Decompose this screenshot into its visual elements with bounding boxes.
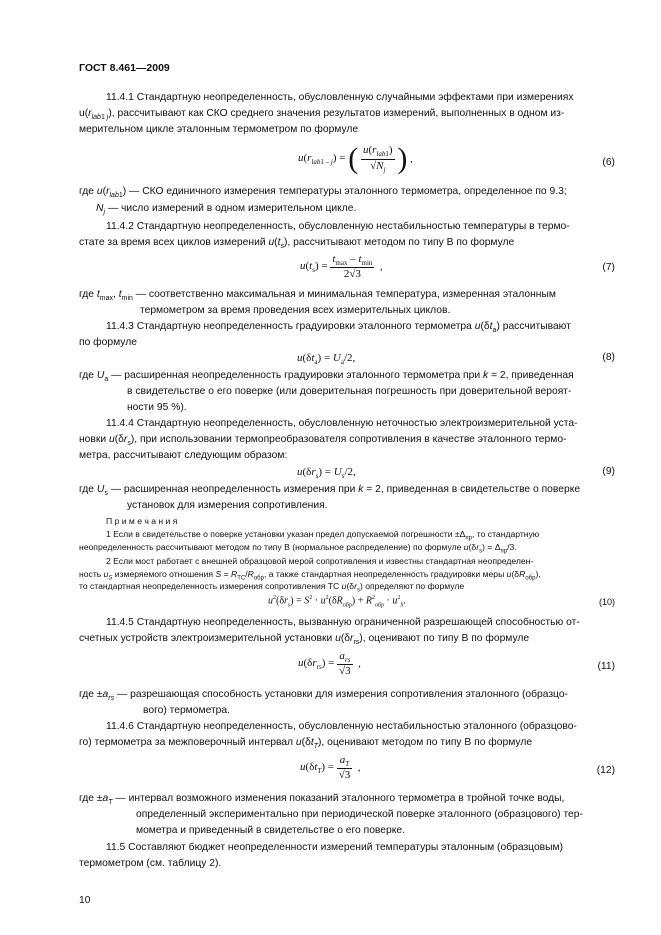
equation-10-number: (10) bbox=[598, 597, 615, 607]
where-6-b: $N_j$ — число измерений в одном измерительном цикле. bbox=[96, 203, 357, 217]
note-1-a: 1 Если в свидетельстве о поверке установки указан предел допускаемой погрешности $\pm\Delta_{пр}$, то стандартную bbox=[106, 529, 540, 542]
where-8-a: где $U_a$ — расширенная неопределенность градуировки эталонного термометра при k = 2, приведенная bbox=[79, 370, 574, 384]
para-11-4-2-line2: стате за время всех циклов измерений $u(t_s)$, рассчитывают методом по типу В по формуле bbox=[79, 237, 515, 251]
para-11-4-6-line1: 11.4.6 Стандартную неопределенность, обусловленную нестабильностью эталонного (образцово- bbox=[106, 721, 577, 732]
equation-12-number: (12) bbox=[596, 765, 615, 776]
equation-9: $u(\delta r_s) = U_s/2$, bbox=[297, 466, 356, 481]
para-11-4-1-line2: $u(r_{lab1 j})$, рассчитывают как СКО среднего значения результатов измерений, выполненных в одном из- bbox=[79, 108, 565, 122]
where-8-c: ности 95 %). bbox=[127, 402, 187, 413]
page-number: 10 bbox=[79, 895, 91, 906]
where-9-b: установок для измерения сопротивления. bbox=[127, 500, 328, 511]
para-11-4-3-line2: по формуле bbox=[79, 337, 137, 348]
note-1-b: неопределенность рассчитывают методом по типу В (нормальное распределение) по формуле $u(\delta r_s) = \Delta_{пр}/3$. bbox=[79, 542, 517, 555]
equation-11: $u(\delta r_{rs})$ = $\frac{a_{rs}}{√3}$ , bbox=[298, 650, 361, 678]
para-11-4-4-line2: новки $u(\delta r_s)$, при использовании термопреобразователя сопротивления в качестве эталонного термо- bbox=[79, 434, 567, 448]
equation-12: $u(\delta t_T)$ = $\frac{a_T}{√3}$ , bbox=[300, 754, 361, 782]
where-7-b: термометром за время проведения всех измерительных циклов. bbox=[140, 305, 451, 316]
where-12-b: определенный экспериментально при периодической поверке эталонного (образцового) тер- bbox=[136, 809, 583, 820]
equation-6: $u(r_{lab1 - j})$ = ( $\frac{u(r_{lab1})}{√N_j}$ ) , bbox=[298, 142, 413, 175]
note-2-c: то стандартная неопределенность измерения сопротивления ТС $u(\delta r_s)$ определяют по формуле bbox=[79, 581, 465, 594]
where-6-a: где $u(r_{lab1})$ — СКО единичного измерения температуры эталонного термометра, определенное по 9.3; bbox=[79, 186, 567, 200]
equation-11-number: (11) bbox=[597, 661, 615, 672]
equation-6-number: (6) bbox=[602, 157, 615, 168]
para-11-4-2-line1: 11.4.2 Стандартную неопределенность, обусловленную нестабильностью температуры в термо- bbox=[106, 221, 570, 232]
para-11-4-4-line3: метра, рассчитывают следующим образом: bbox=[79, 450, 288, 461]
para-11-4-1-line1: 11.4.1 Стандартную неопределенность, обусловленную случайными эффектами при измерениях bbox=[106, 92, 574, 103]
para-11-4-6-line2: го) термометра за межповерочный интервал $u(\delta t_T)$, оценивают методом по типу В по формуле bbox=[79, 737, 533, 751]
equation-9-number: (9) bbox=[602, 466, 615, 477]
equation-8: $u(\delta t_a) = U_a/2$, bbox=[297, 352, 356, 367]
where-9-a: где $U_s$ — расширенная неопределенность измерения при k = 2, приведенная в свидетельстве о поверке bbox=[79, 484, 581, 498]
where-7-a: где $t_{max}$, $t_{min}$ — соответственно максимальная и минимальная температура, измеренная эталонным bbox=[79, 289, 556, 303]
note-2-b: ность $u_S$ измеряемого отношения $S = R_{TC}/R_{обр}$, а также стандартная неопределенность градуировки меры $u(\delta R_{обр})$, bbox=[79, 569, 541, 582]
where-11-b: вого) термометра. bbox=[143, 705, 230, 716]
where-12-c: мометра и приведенный в свидетельстве о его поверке. bbox=[136, 825, 405, 836]
para-11-4-3-line1: 11.4.3 Стандартную неопределенность градуировки эталонного термометра $u(\delta t_a)$ рассчитывают bbox=[106, 321, 571, 335]
where-11-a: где $\pm a_{rs}$ — разрешающая способность установки для измерения сопротивления эталонного (образцо- bbox=[79, 689, 568, 703]
notes-title: П р и м е ч а н и я bbox=[106, 516, 178, 526]
equation-7-number: (7) bbox=[602, 262, 615, 273]
para-11-5-line1: 11.5 Составляют бюджет неопределенности измерений температуры эталонным (образцовым) bbox=[106, 842, 564, 853]
where-12-a: где $\pm a_T$ — интервал возможного изменения показаний эталонного термометра в тройной точке воды, bbox=[79, 793, 565, 807]
para-11-4-5-line1: 11.4.5 Стандартную неопределенность, вызванную ограниченной разрешающей способностью от- bbox=[106, 617, 580, 628]
note-2-a: 2 Если мост работает с внешней образцовой мерой сопротивления и известны стандартная неопределен- bbox=[106, 556, 534, 566]
para-11-4-5-line2: счетных устройств электроизмерительной установки $u(\delta r_{rs})$, оценивают по типу В по формуле bbox=[79, 633, 530, 647]
para-11-5-line2: термометром (см. таблицу 2). bbox=[79, 858, 222, 869]
para-11-4-4-line1: 11.4.4 Стандартную неопределенность, обусловленную неточностью электроизмерительной уста- bbox=[106, 418, 578, 429]
equation-7: $u(t_s)$ = $\frac{t_{max} - t_{min}}{2√3}$ , bbox=[300, 253, 383, 281]
equation-8-number: (8) bbox=[602, 352, 615, 363]
equation-10: $u^2(\delta r_s) = S^2 \cdot u^2(\delta R_{обр}) + R^2_{обр} \cdot u^2_S$. bbox=[268, 595, 406, 609]
document-header: ГОСТ 8.461—2009 bbox=[79, 62, 170, 74]
para-11-4-1-line3: мерительном цикле эталонным термометром по формуле bbox=[79, 124, 359, 135]
where-8-b: в свидетельстве о его поверке (или доверительная погрешность при доверительной вероят- bbox=[127, 386, 572, 397]
